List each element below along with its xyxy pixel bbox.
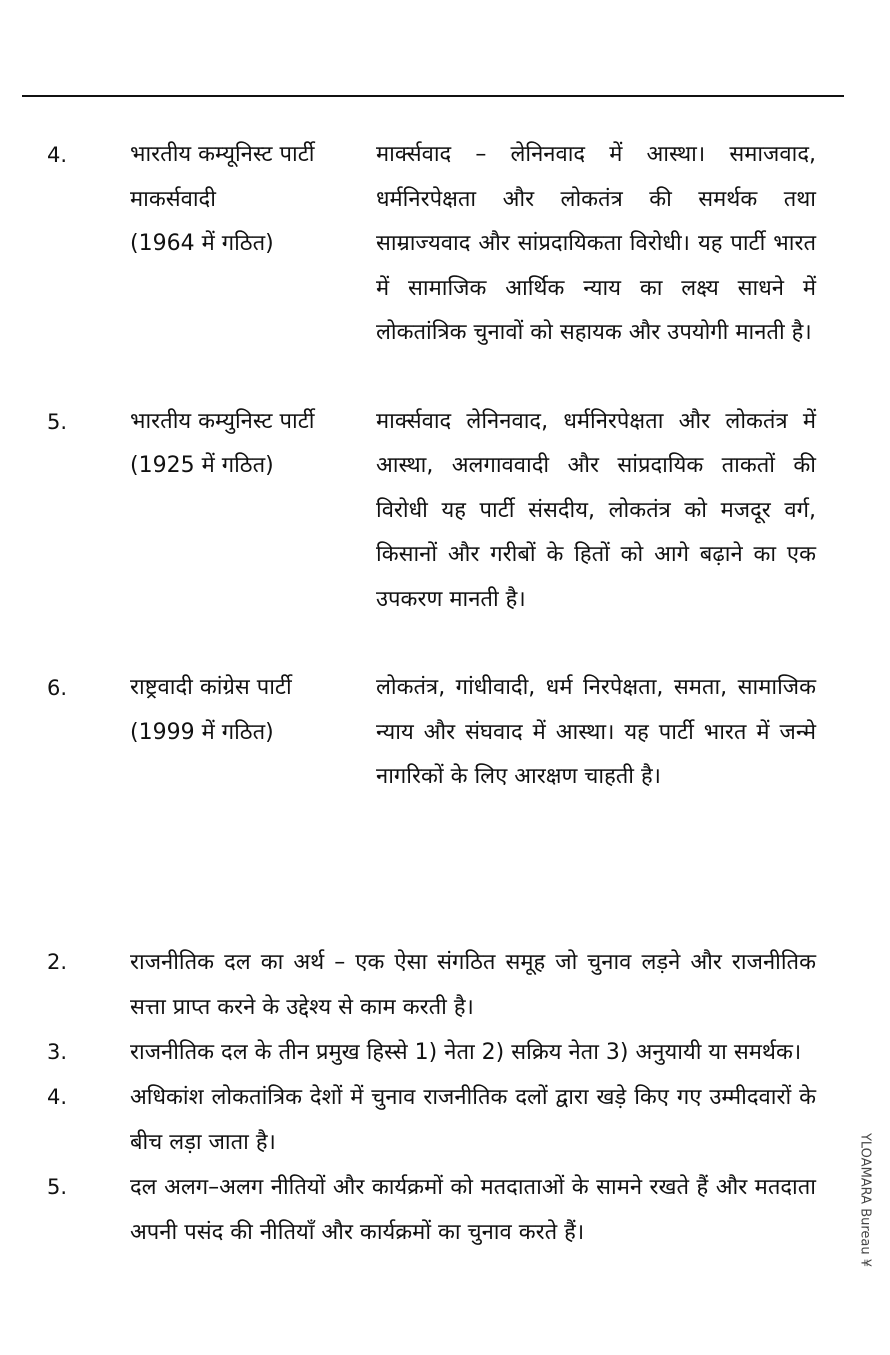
party-row xyxy=(0,133,890,356)
party-description: लोकतंत्र, गांधीवादी, धर्म निरपेक्षता, समता, सामाजिक न्याय और संघवाद में आस्था। यह पार्टी भारत में जन्मे नागरिकों के लिए आरक्षण चाहती है। xyxy=(376,675,816,789)
top-rule xyxy=(22,95,844,97)
party-row xyxy=(0,400,890,623)
party-number: 5. xyxy=(47,409,68,434)
point-number: 4. xyxy=(47,1085,68,1109)
party-name-line: भारतीय कम्युनिस्ट पार्टी xyxy=(130,408,315,434)
side-watermark-text: YLOAMARA Bureau ¥ xyxy=(857,1132,873,1268)
party-number: 4. xyxy=(47,143,68,167)
point-text: राजनीतिक दल के तीन प्रमुख हिस्से 1) नेता 2) सक्रिय नेता 3) अनुयायी या समर्थक। xyxy=(130,1040,802,1065)
party-name-line: भारतीय कम्यूनिस्ट पार्टी xyxy=(130,142,315,167)
party-name xyxy=(130,133,370,267)
party-founding-year: (1964 में गठित) xyxy=(130,231,274,256)
point-number: 2. xyxy=(47,950,68,974)
party-name-line: माकर्सवादी xyxy=(130,186,216,212)
list-item xyxy=(0,1075,890,1165)
point-text: राजनीतिक दल का अर्थ – एक ऐसा संगठित समूह जो चुनाव लड़ने और राजनीतिक सत्ता प्राप्त करने के उद्देश्य से काम करती है। xyxy=(130,950,816,1020)
party-founding-year: (1925 में गठित) xyxy=(130,453,274,478)
side-watermark xyxy=(848,1105,882,1295)
point-number: 5. xyxy=(47,1175,68,1199)
point-number: 3. xyxy=(47,1040,68,1064)
party-row xyxy=(0,666,890,800)
party-name-line: राष्ट्रवादी कांग्रेस पार्टी xyxy=(130,675,292,700)
party-name xyxy=(130,400,370,489)
party-description: मार्क्सवाद लेनिनवाद, धर्मनिरपेक्षता और लोकतंत्र में आस्था, अलगाववादी और सांप्रदायिक ताकतों की विरोधी यह पार्टी संसदीय, लोकतंत्र को मजदूर वर्ग, किसानों और गरीबों के हितों को आगे बढ़ाने का एक उपकरण मानती है। xyxy=(376,408,816,612)
party-number: 6. xyxy=(47,676,68,700)
summary-points xyxy=(0,940,890,1255)
list-item xyxy=(0,940,890,1030)
list-item xyxy=(0,1030,890,1075)
point-text: दल अलग–अलग नीतियों और कार्यक्रमों को मतदाताओं के सामने रखते हैं और मतदाता अपनी पसंद की नीतियाँ और कार्यक्रमों का चुनाव करते हैं। xyxy=(130,1175,816,1245)
party-description: मार्क्सवाद – लेनिनवाद में आस्था। समाजवाद, धर्मनिरपेक्षता और लोकतंत्र की समर्थक तथा साम्राज्यवाद और सांप्रदायिकता विरोधी। यह पार्टी भारत में सामाजिक आर्थिक न्याय का लक्ष्य साधने में लोकतांत्रिक चुनावों को सहायक और उपयोगी मानती है। xyxy=(376,142,816,345)
party-founding-year: (1999 में गठित) xyxy=(130,719,274,745)
party-table xyxy=(0,133,890,800)
list-item xyxy=(0,1165,890,1255)
party-name xyxy=(130,666,370,755)
point-text: अधिकांश लोकतांत्रिक देशों में चुनाव राजनीतिक दलों द्वारा खड़े किए गए उम्मीदवारों के बीच लड़ा जाता है। xyxy=(130,1085,816,1155)
